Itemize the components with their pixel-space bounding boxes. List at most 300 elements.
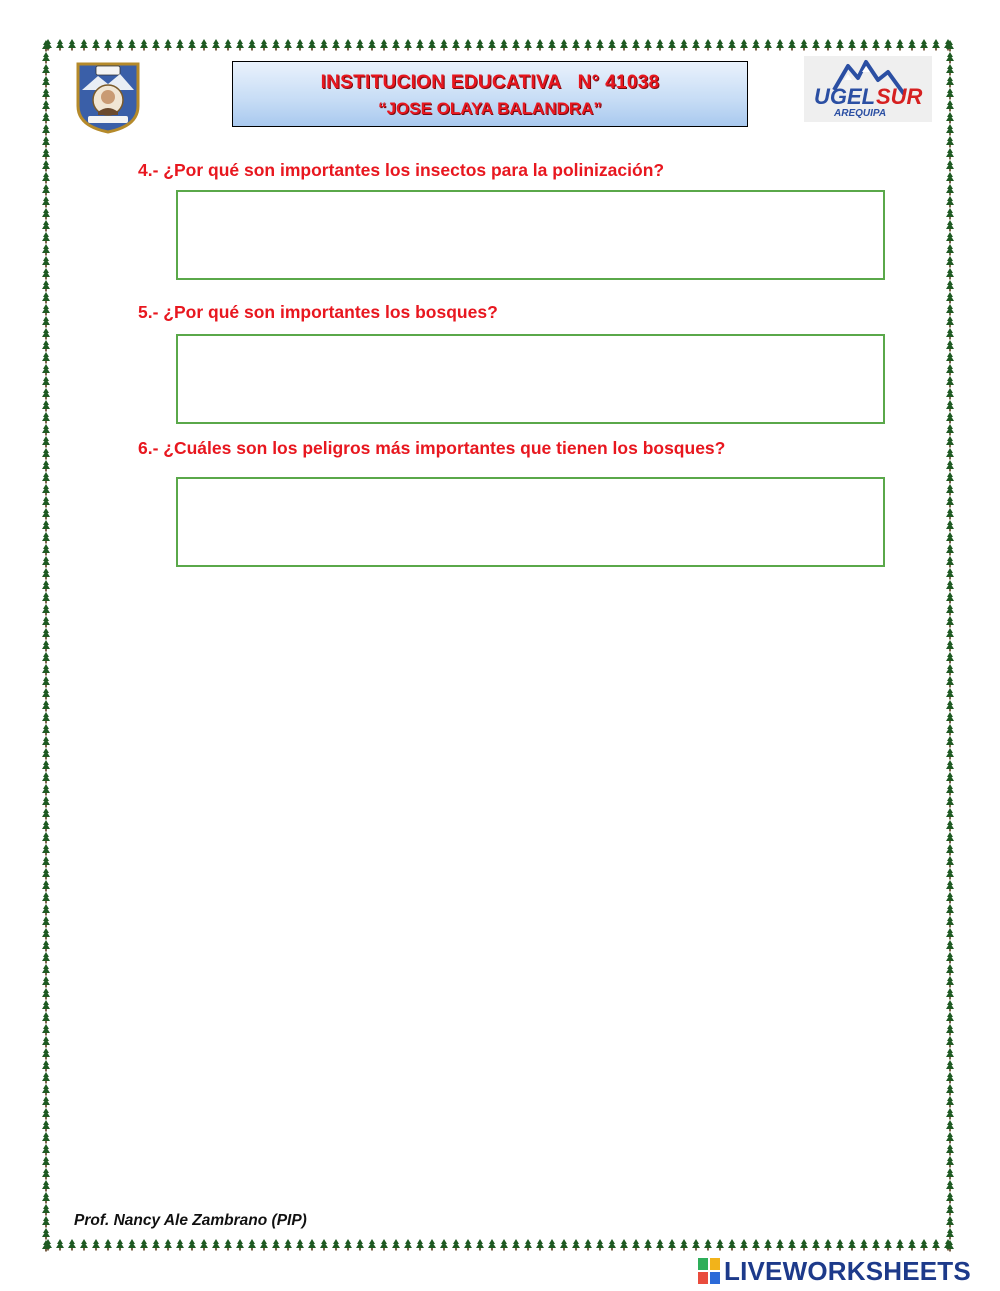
tree-border-icon xyxy=(548,1239,556,1248)
tree-border-icon xyxy=(128,39,136,48)
tree-border-icon xyxy=(536,39,544,48)
tree-border-icon xyxy=(536,1239,544,1248)
tree-border-icon xyxy=(42,460,50,469)
tree-border-icon xyxy=(946,352,954,361)
tree-border-icon xyxy=(946,736,954,745)
tree-border-icon xyxy=(946,328,954,337)
tree-border-icon xyxy=(464,1239,472,1248)
tree-border-icon xyxy=(776,39,784,48)
tree-border-icon xyxy=(42,88,50,97)
tree-border-icon xyxy=(440,39,448,48)
tree-border-icon xyxy=(946,1168,954,1177)
tree-border-icon xyxy=(42,1012,50,1021)
tree-border-icon xyxy=(946,1240,954,1249)
tree-border-icon xyxy=(788,39,796,48)
tree-border-icon xyxy=(200,1239,208,1248)
tree-border-icon xyxy=(500,1239,508,1248)
tree-border-icon xyxy=(946,1048,954,1057)
tree-border-icon xyxy=(296,1239,304,1248)
tree-border-icon xyxy=(946,772,954,781)
tree-border-icon xyxy=(860,1239,868,1248)
tree-border-icon xyxy=(42,76,50,85)
tree-border-icon xyxy=(332,1239,340,1248)
tree-border-icon xyxy=(42,1084,50,1093)
tree-border-icon xyxy=(42,532,50,541)
tree-border-icon xyxy=(946,376,954,385)
tree-border-icon xyxy=(946,520,954,529)
tree-border-icon xyxy=(596,39,604,48)
tree-border-icon xyxy=(740,39,748,48)
tree-border-icon xyxy=(42,1024,50,1033)
tree-border-icon xyxy=(656,1239,664,1248)
tree-border-icon xyxy=(42,436,50,445)
tree-border-icon xyxy=(946,556,954,565)
tree-border-icon xyxy=(560,1239,568,1248)
tree-border-icon xyxy=(104,39,112,48)
tree-border-icon xyxy=(946,112,954,121)
tree-border-icon xyxy=(824,1239,832,1248)
tree-border-icon xyxy=(524,1239,532,1248)
tree-border-icon xyxy=(740,1239,748,1248)
tree-border-icon xyxy=(392,1239,400,1248)
tree-border-icon xyxy=(946,1132,954,1141)
tree-border-icon xyxy=(946,1084,954,1093)
tree-border-icon xyxy=(608,1239,616,1248)
tree-border-icon xyxy=(42,928,50,937)
tree-border-icon xyxy=(42,52,50,61)
tree-border-icon xyxy=(176,39,184,48)
tree-border-icon xyxy=(800,1239,808,1248)
tree-border-icon xyxy=(42,640,50,649)
answer-box-4[interactable] xyxy=(176,190,885,280)
tree-border-icon xyxy=(946,532,954,541)
tree-border-icon xyxy=(946,676,954,685)
tree-border-icon xyxy=(42,280,50,289)
tree-border-icon xyxy=(946,1216,954,1225)
tree-border-icon xyxy=(42,1180,50,1189)
tree-border-icon xyxy=(824,39,832,48)
tree-border-icon xyxy=(42,580,50,589)
tree-border-icon xyxy=(42,40,50,49)
tree-border-icon xyxy=(946,568,954,577)
liveworksheets-wordmark: LIVEWORKSHEETS xyxy=(724,1255,971,1286)
tree-border-icon xyxy=(176,1239,184,1248)
tree-border-icon xyxy=(946,412,954,421)
tree-border-icon xyxy=(572,1239,580,1248)
tree-border-icon xyxy=(428,1239,436,1248)
tree-border-icon xyxy=(42,448,50,457)
tree-border-icon xyxy=(42,412,50,421)
tree-border-icon xyxy=(946,136,954,145)
tree-border-icon xyxy=(260,39,268,48)
tree-border-icon xyxy=(42,124,50,133)
page-border-top xyxy=(42,38,955,52)
tree-border-icon xyxy=(42,352,50,361)
tree-border-icon xyxy=(42,544,50,553)
tree-border-icon xyxy=(42,724,50,733)
tree-border-icon xyxy=(42,880,50,889)
tree-border-icon xyxy=(946,988,954,997)
tree-border-icon xyxy=(680,1239,688,1248)
tree-border-icon xyxy=(56,39,64,48)
tree-border-icon xyxy=(42,1120,50,1129)
tree-border-icon xyxy=(416,1239,424,1248)
tree-border-icon xyxy=(42,628,50,637)
tree-border-icon xyxy=(42,364,50,373)
tree-border-icon xyxy=(946,40,954,49)
tree-border-icon xyxy=(42,292,50,301)
tree-border-icon xyxy=(224,39,232,48)
page-border-left xyxy=(40,38,52,1252)
tree-border-icon xyxy=(42,700,50,709)
tree-border-icon xyxy=(332,39,340,48)
tree-border-icon xyxy=(946,1012,954,1021)
tree-border-icon xyxy=(42,520,50,529)
tree-border-icon xyxy=(42,940,50,949)
tree-border-icon xyxy=(872,39,880,48)
tree-border-icon xyxy=(946,820,954,829)
tree-border-icon xyxy=(42,376,50,385)
tree-border-icon xyxy=(896,1239,904,1248)
tree-border-icon xyxy=(284,1239,292,1248)
tree-border-icon xyxy=(632,39,640,48)
tree-border-icon xyxy=(164,39,172,48)
tree-border-icon xyxy=(42,832,50,841)
tree-border-icon xyxy=(42,244,50,253)
tree-border-icon xyxy=(92,39,100,48)
tree-border-icon xyxy=(896,39,904,48)
tree-border-icon xyxy=(946,196,954,205)
page-border-right xyxy=(944,38,956,1252)
tree-border-icon xyxy=(344,39,352,48)
tree-border-icon xyxy=(946,160,954,169)
tree-border-icon xyxy=(946,268,954,277)
tree-border-icon xyxy=(946,484,954,493)
tree-border-icon xyxy=(946,904,954,913)
tree-border-icon xyxy=(946,100,954,109)
tree-border-icon xyxy=(404,1239,412,1248)
tree-border-icon xyxy=(560,39,568,48)
tree-border-icon xyxy=(812,39,820,48)
liveworksheets-icon xyxy=(698,1258,720,1284)
tree-border-icon xyxy=(476,1239,484,1248)
tree-border-icon xyxy=(946,508,954,517)
tree-border-icon xyxy=(320,39,328,48)
answer-box-6[interactable] xyxy=(176,477,885,567)
tree-border-icon xyxy=(946,604,954,613)
tree-border-icon xyxy=(56,1239,64,1248)
tree-border-icon xyxy=(932,39,940,48)
tree-border-icon xyxy=(596,1239,604,1248)
tree-border-icon xyxy=(946,124,954,133)
tree-border-icon xyxy=(42,64,50,73)
tree-border-icon xyxy=(42,688,50,697)
tree-border-icon xyxy=(946,256,954,265)
tree-border-icon xyxy=(42,148,50,157)
tree-border-icon xyxy=(946,1192,954,1201)
tree-border-icon xyxy=(42,916,50,925)
tree-border-icon xyxy=(42,676,50,685)
tree-border-icon xyxy=(548,39,556,48)
tree-border-icon xyxy=(42,856,50,865)
tree-border-icon xyxy=(42,760,50,769)
tree-border-icon xyxy=(272,1239,280,1248)
tree-border-icon xyxy=(946,88,954,97)
tree-border-icon xyxy=(42,952,50,961)
tree-border-icon xyxy=(512,1239,520,1248)
tree-border-icon xyxy=(946,964,954,973)
tree-border-icon xyxy=(692,1239,700,1248)
tree-border-icon xyxy=(946,856,954,865)
tree-border-icon xyxy=(946,424,954,433)
tree-border-icon xyxy=(908,39,916,48)
tree-border-icon xyxy=(644,1239,652,1248)
tree-border-icon xyxy=(946,832,954,841)
tree-border-icon xyxy=(946,592,954,601)
tree-border-icon xyxy=(932,1239,940,1248)
tree-border-icon xyxy=(42,256,50,265)
tree-border-icon xyxy=(248,39,256,48)
tree-border-icon xyxy=(212,39,220,48)
tree-border-icon xyxy=(946,148,954,157)
tree-border-icon xyxy=(42,424,50,433)
tree-border-icon xyxy=(946,64,954,73)
tree-border-icon xyxy=(356,39,364,48)
tree-border-icon xyxy=(920,39,928,48)
svg-text:SUR: SUR xyxy=(876,84,923,109)
svg-text:AREQUIPA: AREQUIPA xyxy=(834,108,887,119)
tree-border-icon xyxy=(42,100,50,109)
tree-border-icon xyxy=(42,736,50,745)
tree-border-icon xyxy=(946,664,954,673)
tree-border-icon xyxy=(946,796,954,805)
tree-border-icon xyxy=(836,1239,844,1248)
tree-border-icon xyxy=(946,808,954,817)
tree-border-icon xyxy=(42,1204,50,1213)
tree-border-icon xyxy=(946,1096,954,1105)
tree-border-icon xyxy=(42,556,50,565)
svg-text:UGEL: UGEL xyxy=(814,84,876,109)
tree-border-icon xyxy=(524,39,532,48)
tree-border-icon xyxy=(42,1228,50,1237)
tree-border-icon xyxy=(680,39,688,48)
tree-border-icon xyxy=(488,1239,496,1248)
tree-border-icon xyxy=(716,39,724,48)
tree-border-icon xyxy=(946,340,954,349)
tree-border-icon xyxy=(42,316,50,325)
school-name: “JOSE OLAYA BALANDRA” xyxy=(378,99,602,118)
tree-border-icon xyxy=(428,39,436,48)
tree-border-icon xyxy=(716,1239,724,1248)
tree-border-icon xyxy=(946,436,954,445)
tree-border-icon xyxy=(42,712,50,721)
tree-border-icon xyxy=(920,1239,928,1248)
tree-border-icon xyxy=(42,400,50,409)
tree-border-icon xyxy=(512,39,520,48)
tree-border-icon xyxy=(42,268,50,277)
tree-border-icon xyxy=(140,1239,148,1248)
tree-border-icon xyxy=(946,844,954,853)
tree-border-icon xyxy=(946,496,954,505)
tree-border-icon xyxy=(946,448,954,457)
tree-border-icon xyxy=(656,39,664,48)
tree-border-icon xyxy=(946,1024,954,1033)
tree-border-icon xyxy=(788,1239,796,1248)
tree-border-icon xyxy=(946,916,954,925)
tree-border-icon xyxy=(42,1096,50,1105)
tree-border-icon xyxy=(946,1000,954,1009)
tree-border-icon xyxy=(946,700,954,709)
tree-border-icon xyxy=(248,1239,256,1248)
tree-border-icon xyxy=(946,316,954,325)
tree-border-icon xyxy=(42,820,50,829)
tree-border-icon xyxy=(116,39,124,48)
tree-border-icon xyxy=(946,472,954,481)
tree-border-icon xyxy=(42,388,50,397)
tree-border-icon xyxy=(764,39,772,48)
tree-border-icon xyxy=(42,904,50,913)
tree-border-icon xyxy=(368,1239,376,1248)
tree-border-icon xyxy=(764,1239,772,1248)
tree-border-icon xyxy=(392,39,400,48)
tree-border-icon xyxy=(42,208,50,217)
tree-border-icon xyxy=(42,220,50,229)
tree-border-icon xyxy=(946,1072,954,1081)
tree-border-icon xyxy=(946,364,954,373)
tree-border-icon xyxy=(42,1036,50,1045)
tree-border-icon xyxy=(188,39,196,48)
tree-border-icon xyxy=(68,39,76,48)
tree-border-icon xyxy=(42,328,50,337)
tree-border-icon xyxy=(404,39,412,48)
tree-border-icon xyxy=(416,39,424,48)
tree-border-icon xyxy=(752,39,760,48)
tree-border-icon xyxy=(42,112,50,121)
tree-border-icon xyxy=(380,39,388,48)
tree-border-icon xyxy=(320,1239,328,1248)
tree-border-icon xyxy=(620,1239,628,1248)
tree-border-icon xyxy=(452,1239,460,1248)
tree-border-icon xyxy=(152,39,160,48)
tree-border-icon xyxy=(68,1239,76,1248)
tree-border-icon xyxy=(164,1239,172,1248)
tree-border-icon xyxy=(946,280,954,289)
tree-border-icon xyxy=(946,1036,954,1045)
tree-border-icon xyxy=(946,580,954,589)
tree-border-icon xyxy=(752,1239,760,1248)
tree-border-icon xyxy=(42,340,50,349)
tree-border-icon xyxy=(668,39,676,48)
tree-border-icon xyxy=(946,940,954,949)
tree-border-icon xyxy=(728,39,736,48)
question-5-label: 5.- ¿Por qué son importantes los bosques? xyxy=(138,302,498,322)
tree-border-icon xyxy=(42,892,50,901)
tree-border-icon xyxy=(946,208,954,217)
tree-border-icon xyxy=(946,628,954,637)
tree-border-icon xyxy=(946,172,954,181)
tree-border-icon xyxy=(42,988,50,997)
tree-border-icon xyxy=(308,1239,316,1248)
page-border-bottom xyxy=(42,1238,955,1252)
tree-border-icon xyxy=(42,748,50,757)
tree-border-icon xyxy=(946,244,954,253)
tree-border-icon xyxy=(908,1239,916,1248)
tree-border-icon xyxy=(42,796,50,805)
school-header-banner xyxy=(232,61,748,127)
tree-border-icon xyxy=(42,1144,50,1153)
tree-border-icon xyxy=(946,724,954,733)
tree-border-icon xyxy=(42,976,50,985)
tree-border-icon xyxy=(946,1108,954,1117)
tree-border-icon xyxy=(92,1239,100,1248)
tree-border-icon xyxy=(116,1239,124,1248)
tree-border-icon xyxy=(42,772,50,781)
tree-border-icon xyxy=(946,388,954,397)
tree-border-icon xyxy=(946,76,954,85)
tree-border-icon xyxy=(946,892,954,901)
tree-border-icon xyxy=(440,1239,448,1248)
tree-border-icon xyxy=(42,496,50,505)
tree-border-icon xyxy=(946,304,954,313)
tree-border-icon xyxy=(946,460,954,469)
tree-border-icon xyxy=(704,39,712,48)
tree-border-icon xyxy=(42,1216,50,1225)
tree-border-icon xyxy=(946,400,954,409)
tree-border-icon xyxy=(42,652,50,661)
tree-border-icon xyxy=(380,1239,388,1248)
tree-border-icon xyxy=(632,1239,640,1248)
tree-border-icon xyxy=(42,304,50,313)
tree-border-icon xyxy=(946,232,954,241)
tree-border-icon xyxy=(946,880,954,889)
tree-border-icon xyxy=(42,232,50,241)
tree-border-icon xyxy=(884,39,892,48)
tree-border-icon xyxy=(42,964,50,973)
tree-border-icon xyxy=(946,184,954,193)
tree-border-icon xyxy=(42,1000,50,1009)
tree-border-icon xyxy=(42,196,50,205)
tree-border-icon xyxy=(42,1072,50,1081)
tree-border-icon xyxy=(296,39,304,48)
answer-box-5[interactable] xyxy=(176,334,885,424)
question-4-label: 4.- ¿Por qué son importantes los insectos para la polinización? xyxy=(138,160,665,180)
tree-border-icon xyxy=(368,39,376,48)
tree-border-icon xyxy=(42,172,50,181)
tree-border-icon xyxy=(728,1239,736,1248)
tree-border-icon xyxy=(42,1060,50,1069)
tree-border-icon xyxy=(42,136,50,145)
tree-border-icon xyxy=(224,1239,232,1248)
tree-border-icon xyxy=(104,1239,112,1248)
tree-border-icon xyxy=(42,592,50,601)
tree-border-icon xyxy=(42,844,50,853)
school-crest-logo xyxy=(74,60,142,134)
tree-border-icon xyxy=(946,784,954,793)
tree-border-icon xyxy=(42,508,50,517)
tree-border-icon xyxy=(260,1239,268,1248)
tree-border-icon xyxy=(872,1239,880,1248)
tree-border-icon xyxy=(42,664,50,673)
tree-border-icon xyxy=(668,1239,676,1248)
tree-border-icon xyxy=(344,1239,352,1248)
tree-border-icon xyxy=(572,39,580,48)
tree-border-icon xyxy=(356,1239,364,1248)
tree-border-icon xyxy=(42,784,50,793)
tree-border-icon xyxy=(584,39,592,48)
tree-border-icon xyxy=(42,184,50,193)
tree-border-icon xyxy=(188,1239,196,1248)
tree-border-icon xyxy=(946,868,954,877)
